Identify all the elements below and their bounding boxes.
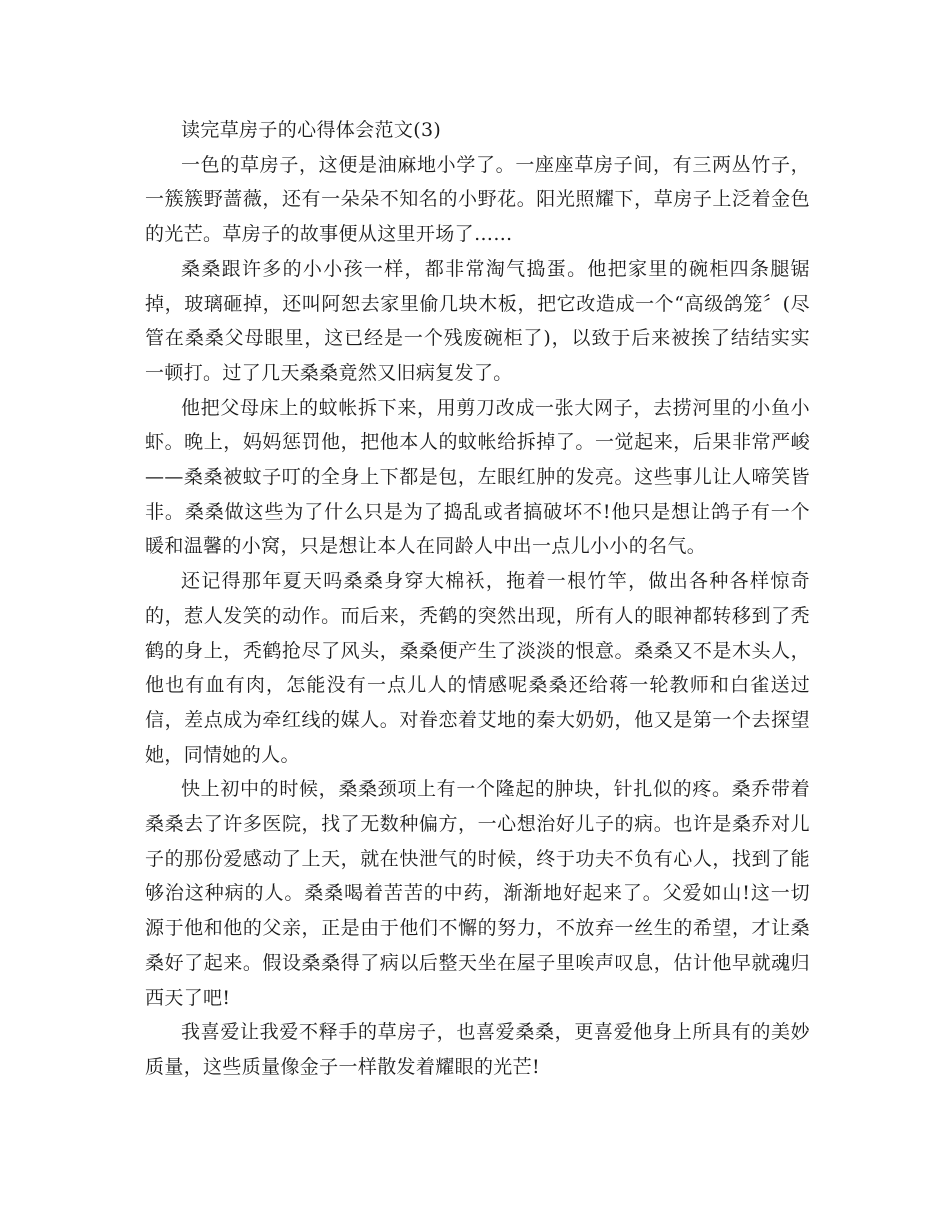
paragraph-4: 还记得那年夏天吗桑桑身穿大棉袄，拖着一根竹竿，做出各种各样惊奇的，惹人发笑的动作。而后来，秃鹤的突然出现，所有人的眼神都转移到了秃鹤的身上，秃鹤抢尽了风头，桑桑便产生了淡淡的恨意。桑桑又不是木头人，他也有血有肉，怎能没有一点儿人的情感呢桑桑还给蒋一轮教师和白雀送过信，差点成为牵红线的媒人。对眷恋着艾地的秦大奶奶，他又是第一个去探望她，同情她的人。 <box>145 570 810 766</box>
paragraph-6: 我喜爱让我爱不释手的草房子，也喜爱桑桑，更喜爱他身上所具有的美妙质量，这些质量像金子一样散发着耀眼的光芒! <box>145 1021 810 1078</box>
document-body <box>145 113 810 1085</box>
document-title: 读完草房子的心得体会范文(3) <box>181 119 442 141</box>
paragraph-3: 他把父母床上的蚊帐拆下来，用剪刀改成一张大网子，去捞河里的小鱼小虾。晚上，妈妈惩罚他，把他本人的蚊帐给拆掉了。一觉起来，后果非常严峻——桑桑被蚊子叮的全身上下都是包，左眼红肿的发亮。这些事儿让人啼笑皆非。桑桑做这些为了什么只是为了捣乱或者搞破坏不!他只是想让鸽子有一个暖和温馨的小窝，只是想让本人在同龄人中出一点儿小小的名气。 <box>145 396 810 558</box>
paragraph-5: 快上初中的时候，桑桑颈项上有一个隆起的肿块，针扎似的疼。桑乔带着桑桑去了许多医院，找了无数种偏方，一心想治好儿子的病。也许是桑乔对儿子的那份爱感动了上天，就在快泄气的时候，终于功夫不负有心人，找到了能够治这种病的人。桑桑喝着苦苦的中药，渐渐地好起来了。父爱如山!这一切源于他和他的父亲，正是由于他们不懈的努力，不放弃一丝生的希望，才让桑桑好了起来。假设桑桑得了病以后整天坐在屋子里唉声叹息，估计他早就魂归西天了吧! <box>145 778 810 1009</box>
paragraph-2: 桑桑跟许多的小小孩一样，都非常淘气捣蛋。他把家里的碗柜四条腿锯掉，玻璃砸掉，还叫阿恕去家里偷几块木板，把它改造成一个“高级鸽笼〞(尽管在桑桑父母眼里，这已经是一个残废碗柜了)，以致于后来被挨了结结实实一顿打。过了几天桑桑竟然又旧病复发了。 <box>145 257 810 384</box>
paragraph-1: 一色的草房子，这便是油麻地小学了。一座座草房子间，有三两丛竹子，一簇簇野蔷薇，还有一朵朵不知名的小野花。阳光照耀下，草房子上泛着金色的光芒。草房子的故事便从这里开场了…… <box>145 153 810 246</box>
